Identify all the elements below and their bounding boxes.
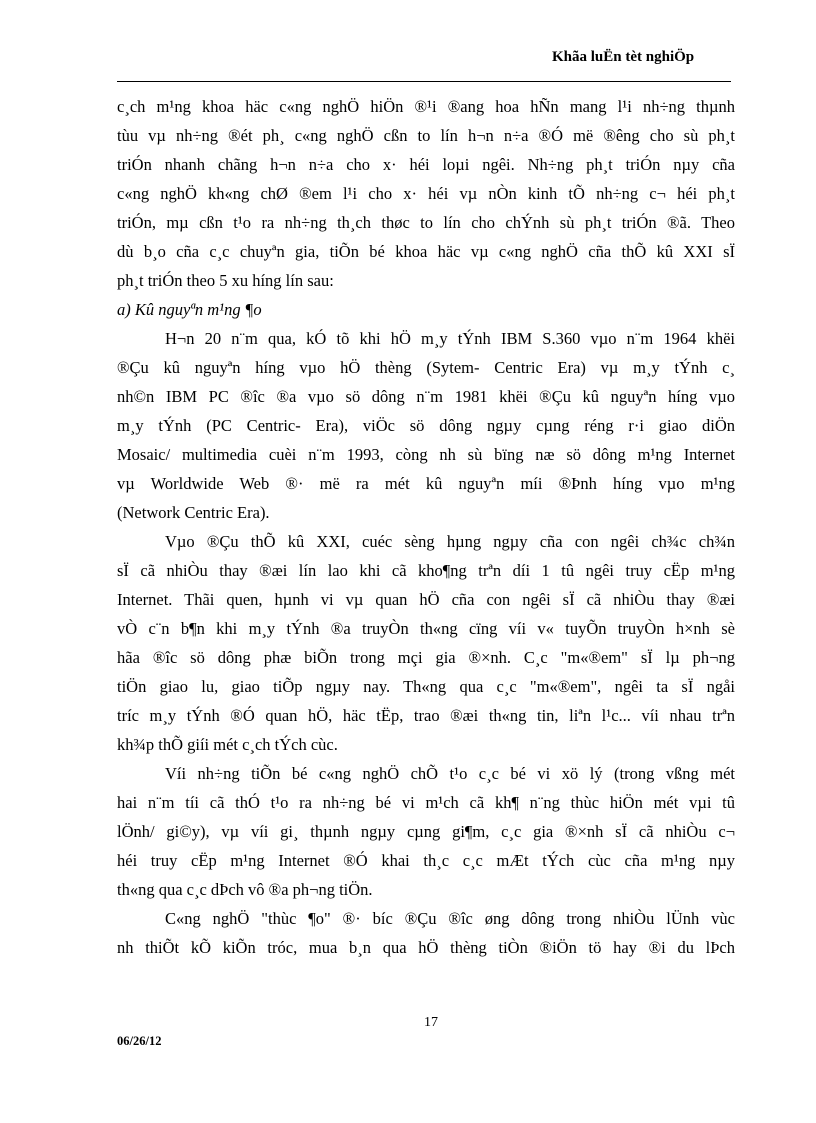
text-line: Internet. Thãi quen, hµnh vi vµ quan hÖ cña con ngêi sÏ cã nhiÒu thay ®æi (117, 590, 735, 609)
text-line: ®Çu kû nguyªn híng vµo hÖ thèng (Sytem- Centric Era) vµ m¸y tÝnh c¸ (117, 358, 735, 377)
text-line: c«ng nghÖ kh«ng chØ ®em l¹i cho x· héi vµ nÒn kinh tÕ nh÷ng c¬ héi ph¸t (117, 184, 735, 203)
text-line: H¬n 20 n¨m qua, kÓ tõ khi hÖ m¸y tÝnh IBM S.360 vµo n¨m 1964 khëi (165, 329, 735, 348)
text-line: C«ng nghÖ "thùc ¶o" ®· bíc ®Çu ®îc øng dông trong nhiÒu lÜnh vùc (165, 909, 735, 928)
text-line: lÖnh/ gi©y), vµ víi gi¸ thµnh ngµy cµng gi¶m, c¸c gia ®×nh sÏ cã nhiÒu c¬ (117, 822, 735, 841)
text-line: sÏ cã nhiÒu thay ®æi lín lao khi cã kho¶ng trªn díi 1 tû ngêi truy cËp m¹ng (117, 561, 735, 580)
running-header: Khãa luËn tèt nghiÖp (552, 49, 695, 65)
text-line: th«ng qua c¸c dÞch vô ®a ph¬ng tiÖn. (117, 880, 373, 899)
header-rule (117, 81, 731, 82)
text-line: ph¸t triÓn theo 5 xu híng lín sau: (117, 271, 334, 290)
text-line: (Network Centric Era). (117, 503, 270, 522)
footer-date: 06/26/12 (117, 1034, 162, 1048)
text-line: dù b¸o cña c¸c chuyªn gia, tiÕn bé khoa häc vµ c«ng nghÖ cña thÕ kû XXI sÏ (117, 242, 735, 261)
text-line: hai n¨m tíi cã thÓ t¹o ra nh÷ng bé vi m¹ch cã kh¶ n¨ng thùc hiÖn mét vµi tû (117, 793, 735, 812)
text-line: vµ Worldwide Web ®· më ra mét kû nguyªn míi ®Þnh híng vµo m¹ng (117, 474, 735, 493)
text-line: hãa ®îc sö dông phæ biÕn trong mçi gia ®×nh. C¸c "m«®em" sÏ lµ ph¬ng (117, 648, 735, 667)
text-line: héi truy cËp m¹ng Internet ®Ó khai th¸c c¸c mÆt tÝch cùc cña m¹ng nµy (117, 851, 735, 870)
text-line: tríc m¸y tÝnh ®Ó quan hÖ, häc tËp, trao ®æi th«ng tin, liªn l¹c... víi nhau trªn (117, 706, 735, 725)
text-line: triÓn, mµ cßn t¹o ra nh÷ng th¸ch thøc to lín cho chÝnh sù ph¸t triÓn ®ã. Theo (117, 213, 735, 232)
text-line: tùu vµ nh÷ng ®ét ph¸ c«ng nghÖ cßn to lín h¬n n÷a ®Ó më ®êng cho sù ph¸t (117, 126, 735, 145)
page-number: 17 (424, 1015, 438, 1030)
text-line: m¸y tÝnh (PC Centric- Era), viÖc sö dông ngµy cµng réng r·i giao diÖn (117, 416, 735, 435)
text-line: Mosaic/ multimedia cuèi n¨m 1993, còng nh sù bïng næ sö dông m¹ng Internet (117, 445, 735, 464)
text-line: kh¾p thÕ giíi mét c¸ch tÝch cùc. (117, 735, 338, 754)
text-line: tiÖn giao lu, giao tiÕp ngµy nay. Th«ng qua c¸c "m«®em", ngêi ta sÏ ngåi (117, 677, 735, 696)
text-line: nh thiÕt kÕ kiÕn tróc, mua b¸n qua hÖ thèng tiÒn ®iÖn tö hay ®i du lÞch (117, 938, 735, 957)
text-line: nh©n IBM PC ®îc ®a vµo sö dông n¨m 1981 khëi ®Çu kû nguyªn híng vµo (117, 387, 735, 406)
text-line: Víi nh÷ng tiÕn bé c«ng nghÖ chÕ t¹o c¸c bé vi xö lý (trong vßng mét (165, 764, 735, 783)
text-line: c¸ch m¹ng khoa häc c«ng nghÖ hiÖn ®¹i ®ang hoa hÑn mang l¹i nh÷ng thµnh (117, 97, 735, 116)
text-line: triÓn nhanh chãng h¬n n÷a cho x· héi loµi ngêi. Nh÷ng ph¸t triÓn nµy cña (117, 155, 735, 174)
text-line: vÒ c¨n b¶n khi m¸y tÝnh ®a truyÒn th«ng cïng víi v« tuyÕn truyÒn h×nh sè (117, 619, 735, 638)
text-line: Vµo ®Çu thÕ kû XXI, cuéc sèng hµng ngµy cña con ngêi ch¾c ch¾n (165, 532, 735, 551)
section-heading: a) Kû nguyªn m¹ng ¶o (117, 300, 262, 319)
body-text (117, 92, 735, 962)
